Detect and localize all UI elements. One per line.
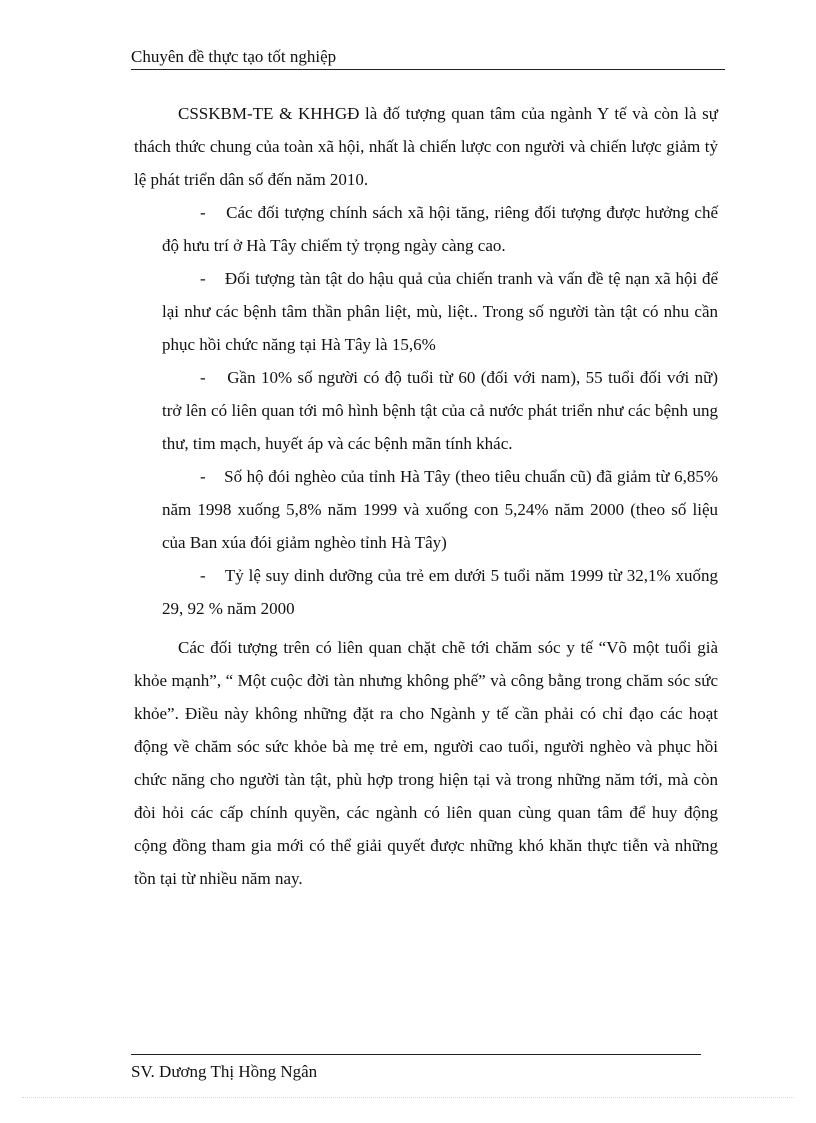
bullet-marker: - [200, 467, 206, 486]
bullet-item [134, 361, 718, 460]
bullet-item [134, 460, 718, 559]
bullet-item [134, 196, 718, 262]
bullet-item [134, 559, 718, 625]
page-header [131, 46, 725, 70]
bullet-text: Các đối tượng chính sách xã hội tăng, riêng đối tượng được hưởng chế độ hưu trí ở Hà Tây chiếm tỷ trọng ngày càng cao. [162, 203, 718, 255]
bullet-marker: - [200, 566, 206, 585]
bullet-item [134, 262, 718, 361]
header-title: Chuyên đề thực tạo tốt nghiệp [131, 47, 337, 66]
page-edge-divider [22, 1097, 794, 1098]
bullet-text: Gần 10% số người có độ tuổi từ 60 (đối với nam), 55 tuổi đối với nữ) trở lên có liên quan tới mô hình bệnh tật của cả nước phát triển như các bệnh ung thư, tim mạch, huyết áp và các bệnh mãn tính khác. [162, 368, 719, 453]
footer-author: SV. Dương Thị Hồng Ngân [131, 1062, 318, 1081]
bullet-text: Số hộ đói nghèo của tỉnh Hà Tây (theo tiêu chuẩn cũ) đã giảm từ 6,85% năm 1998 xuống 5,8% năm 1999 và xuống con 5,24% năm 2000 (theo số liệu của Ban xúa đói giảm nghèo tỉnh Hà Tây) [162, 467, 719, 552]
page-footer [131, 1054, 701, 1083]
bullet-text: Tỷ lệ suy dinh dưỡng của trẻ em dưới 5 tuổi năm 1999 từ 32,1% xuống 29, 92 % năm 2000 [162, 566, 718, 618]
bullet-marker: - [200, 269, 206, 288]
bullet-marker: - [200, 368, 206, 387]
closing-paragraph: Các đối tượng trên có liên quan chặt chẽ tới chăm sóc y tế “Võ một tuổi già khỏe mạnh”, “ Một cuộc đời tàn nhưng không phế” và công bằng trong chăm sóc sức khỏe”. Điều này không những đặt ra cho Ngành y tế cần phải có chỉ đạo các hoạt động về chăm sóc sức khỏe bà mẹ trẻ em, người cao tuổi, người nghèo và phục hồi chức năng cho người tàn tật, phù hợp trong hiện tại và trong những năm tới, mà còn đòi hỏi các cấp chính quyền, các ngành có liên quan cùng quan tâm để huy động cộng đồng tham gia mới có thể giải quyết được những khó khăn thực tiễn và những tồn tại từ nhiều năm nay. [134, 638, 718, 888]
bullet-text: Đối tượng tàn tật do hậu quả của chiến tranh và vấn đề tệ nạn xã hội để lại như các bệnh tâm thần phân liệt, mù, liệt.. Trong số người tàn tật có nhu cần phục hồi chức năng tại Hà Tây là 15,6% [162, 269, 718, 354]
document-body [134, 97, 718, 895]
bullet-marker: - [200, 203, 206, 222]
intro-paragraph: CSSKBM-TE & KHHGĐ là đố tượng quan tâm của ngành Y tế và còn là sự thách thức chung của toàn xã hội, nhất là chiến lược con người và chiến lược giảm tỷ lệ phát triển dân số đến năm 2010. [134, 104, 718, 189]
